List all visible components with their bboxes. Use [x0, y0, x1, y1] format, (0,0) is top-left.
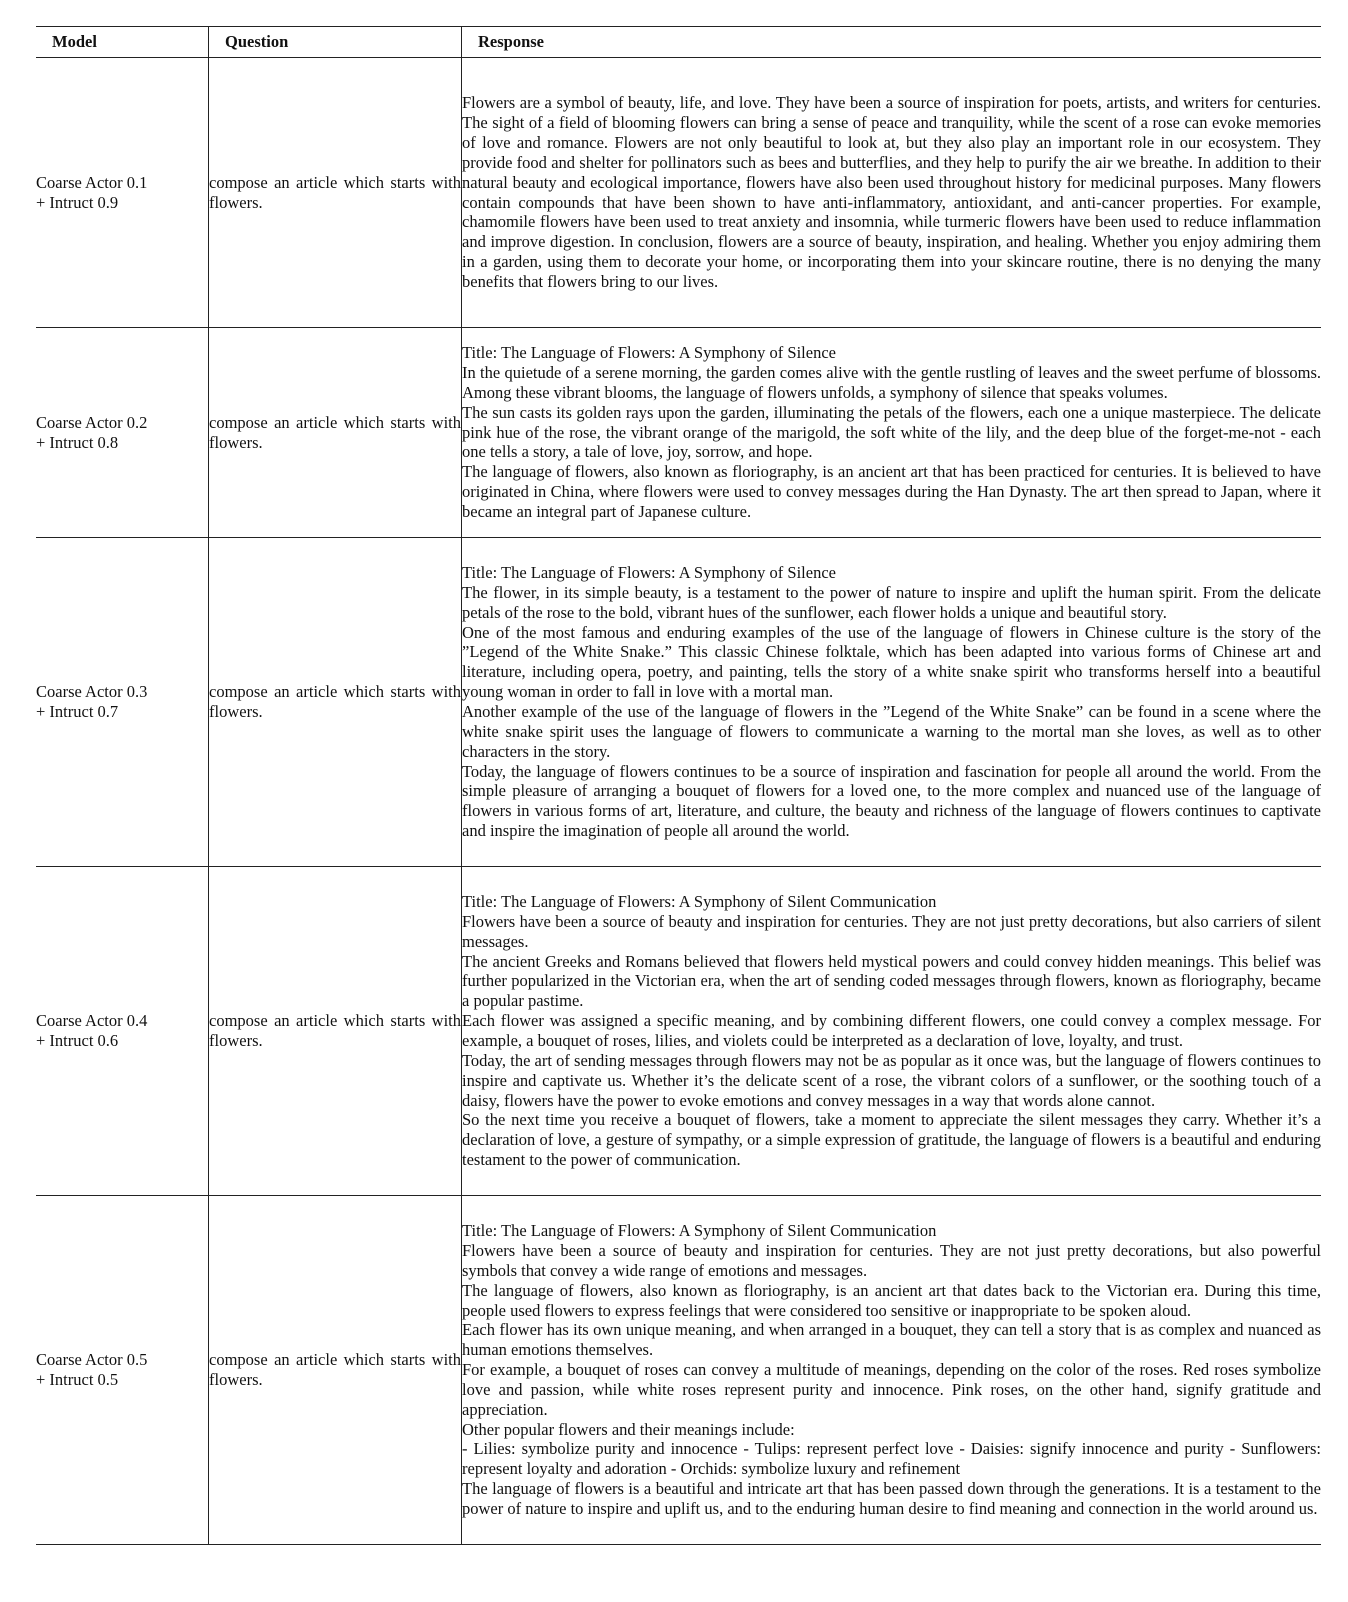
table-row: [36, 1196, 1321, 1545]
response-paragraph: The ancient Greeks and Romans believed that flowers held mystical powers and could convey hidden meanings. This belief was further popularized in the Victorian era, when the art of sending coded messages through flowers, known as floriography, became a popular pastime.: [462, 951, 1321, 1011]
response-cell: [462, 1196, 1322, 1545]
response-cell: [462, 867, 1322, 1196]
response-paragraph: Flowers are a symbol of beauty, life, and love. They have been a source of inspiration for poets, artists, and writers for centuries. The sight of a field of blooming flowers can bring a sense of peace and tranquility, while the scent of a rose can evoke memories of love and romance. Flowers are not only beautiful to look at, but they also play an important role in our ecosystem. They provide food and shelter for pollinators such as bees and butterflies, and they help to purify the air we breathe. In addition to their natural beauty and ecological importance, flowers have also been used throughout history for medicinal purposes. Many flowers contain compounds that have been shown to have anti-inflammatory, antioxidant, and anti-cancer properties. For example, chamomile flowers have been used to treat anxiety and insomnia, while turmeric flowers have been used to reduce inflammation and improve digestion. In conclusion, flowers are a source of beauty, inspiration, and healing. Whether you enjoy admiring them in a garden, using them to decorate your home, or incorporating them into your skincare routine, there is no denying the many benefits that flowers bring to our lives.: [462, 93, 1321, 291]
question-cell: compose an article which starts with flowers.: [209, 58, 462, 328]
question-cell: compose an article which starts with flowers.: [209, 867, 462, 1196]
model-weight: + Intruct 0.5: [36, 1370, 119, 1389]
model-name: Coarse Actor 0.4: [36, 1011, 148, 1030]
model-name: Coarse Actor 0.3: [36, 682, 148, 701]
response-paragraph: The language of flowers, also known as floriography, is an ancient art that dates back to the Victorian era. During this time, people used flowers to express feelings that were considered too sensitive or inappropriate to be spoken aloud.: [462, 1280, 1321, 1320]
model-name: Coarse Actor 0.5: [36, 1350, 148, 1369]
model-cell: [36, 1196, 209, 1545]
model-cell: [36, 538, 209, 867]
table-row: [36, 58, 1321, 328]
model-weight: + Intruct 0.7: [36, 702, 119, 721]
response-paragraph: For example, a bouquet of roses can convey a multitude of meanings, depending on the color of the roses. Red roses symbolize love and passion, while white roses represent purity and innocence. Pink roses, on the other hand, signify gratitude and appreciation.: [462, 1360, 1321, 1419]
table-row: [36, 328, 1321, 538]
response-paragraph: The language of flowers is a beautiful and intricate art that has been passed down through the generations. It is a testament to the power of nature to inspire and uplift us, and to the enduring human desire to find meaning and connection in the world around us.: [462, 1479, 1321, 1518]
response-paragraph: Another example of the use of the language of flowers in the ”Legend of the White Snake” can be found in a scene where the white snake spirit uses the language of flowers to communicate a warning to the mortal man she loves, as well as to other characters in the story.: [462, 702, 1321, 761]
response-paragraph: Today, the language of flowers continues to be a source of inspiration and fascination for people all around the world. From the simple pleasure of arranging a bouquet of flowers for a loved one, to the more complex and nuanced use of the language of flowers in various forms of art, literature, and culture, the beauty and richness of the language of flowers continues to captivate and inspire the imagination of people all around the world.: [462, 761, 1321, 841]
model-name: Coarse Actor 0.1: [36, 172, 148, 192]
model-weight: + Intruct 0.9: [36, 192, 119, 212]
question-cell: compose an article which starts with flowers.: [209, 1196, 462, 1545]
response-title: Title: The Language of Flowers: A Symphony of Silence: [462, 343, 836, 363]
model-cell: [36, 328, 209, 538]
model-weight: + Intruct 0.8: [36, 432, 119, 452]
table-row: [36, 538, 1321, 867]
response-paragraph: Each flower has its own unique meaning, and when arranged in a bouquet, they can tell a story that is as complex and nuanced as human emotions themselves.: [462, 1320, 1321, 1360]
response-paragraph: Flowers have been a source of beauty and inspiration for centuries. They are not just pretty decorations, but also carriers of silent messages.: [462, 911, 1321, 951]
response-list: - Lilies: symbolize purity and innocence - Tulips: represent perfect love - Daisies: signify innocence and purity - Sunflowers: represent loyalty and adoration - Orchids: symbolize luxury and refinement: [462, 1439, 1321, 1479]
response-cell: [462, 58, 1322, 328]
results-table: [36, 26, 1321, 1545]
response-paragraph: Other popular flowers and their meanings include:: [462, 1419, 795, 1439]
response-title: Title: The Language of Flowers: A Symphony of Silence: [462, 563, 836, 583]
model-name: Coarse Actor 0.2: [36, 412, 148, 432]
model-cell: [36, 867, 209, 1196]
table-row: [36, 867, 1321, 1196]
response-paragraph: The sun casts its golden rays upon the garden, illuminating the petals of the flowers, each one a unique masterpiece. The delicate pink hue of the rose, the vibrant orange of the marigold, the soft white of the lily, and the deep blue of the forget-me-not - each one tells a story, a tale of love, joy, sorrow, and hope.: [462, 402, 1321, 462]
response-paragraph: In the quietude of a serene morning, the garden comes alive with the gentle rustling of leaves and the sweet perfume of blossoms. Among these vibrant blooms, the language of flowers unfolds, a symphony of silence that speaks volumes.: [462, 363, 1321, 402]
response-paragraph: Today, the art of sending messages through flowers may not be as popular as it once was, but the language of flowers continues to inspire and captivate us. Whether it’s the delicate scent of a rose, the vibrant colors of a sunflower, or the soothing touch of a daisy, flowers have the power to evoke emotions and convey messages in a way that words alone cannot.: [462, 1050, 1321, 1110]
question-cell: compose an article which starts with flowers.: [209, 538, 462, 867]
response-paragraph: Each flower was assigned a specific meaning, and by combining different flowers, one could convey a complex message. For example, a bouquet of roses, lilies, and violets could be interpreted as a declaration of love, loyalty, and trust.: [462, 1011, 1321, 1050]
response-paragraph: Flowers have been a source of beauty and inspiration for centuries. They are not just pretty decorations, but also powerful symbols that convey a wide range of emotions and messages.: [462, 1241, 1321, 1280]
response-cell: [462, 328, 1322, 538]
header-model: Model: [36, 27, 209, 58]
model-cell: [36, 58, 209, 328]
response-title: Title: The Language of Flowers: A Symphony of Silent Communication: [462, 1221, 937, 1241]
response-paragraph: The language of flowers, also known as floriography, is an ancient art that has been practiced for centuries. It is believed to have originated in China, where flowers were used to convey messages during the Han Dynasty. The art then spread to Japan, where it became an integral part of Japanese culture.: [462, 462, 1321, 521]
response-cell: [462, 538, 1322, 867]
response-paragraph: One of the most famous and enduring examples of the use of the language of flowers in Chinese culture is the story of the ”Legend of the White Snake.” This classic Chinese folktale, which has been adapted into various forms of Chinese art and literature, including opera, poetry, and painting, tells the story of a white snake spirit who transforms herself into a beautiful young woman in order to fall in love with a mortal man.: [462, 622, 1321, 702]
header-response: Response: [462, 27, 1322, 58]
header-question: Question: [209, 27, 462, 58]
response-title: Title: The Language of Flowers: A Symphony of Silent Communication: [462, 892, 937, 912]
header-row: [36, 27, 1321, 58]
model-weight: + Intruct 0.6: [36, 1031, 119, 1050]
response-paragraph: The flower, in its simple beauty, is a testament to the power of nature to inspire and uplift the human spirit. From the delicate petals of the rose to the bold, vibrant hues of the sunflower, each flower holds a unique and beautiful story.: [462, 582, 1321, 622]
question-cell: compose an article which starts with flowers.: [209, 328, 462, 538]
response-paragraph: So the next time you receive a bouquet of flowers, take a moment to appreciate the silent messages they carry. Whether it’s a declaration of love, a gesture of sympathy, or a simple expression of gratitude, the language of flowers is a beautiful and enduring testament to the power of communication.: [462, 1110, 1321, 1170]
